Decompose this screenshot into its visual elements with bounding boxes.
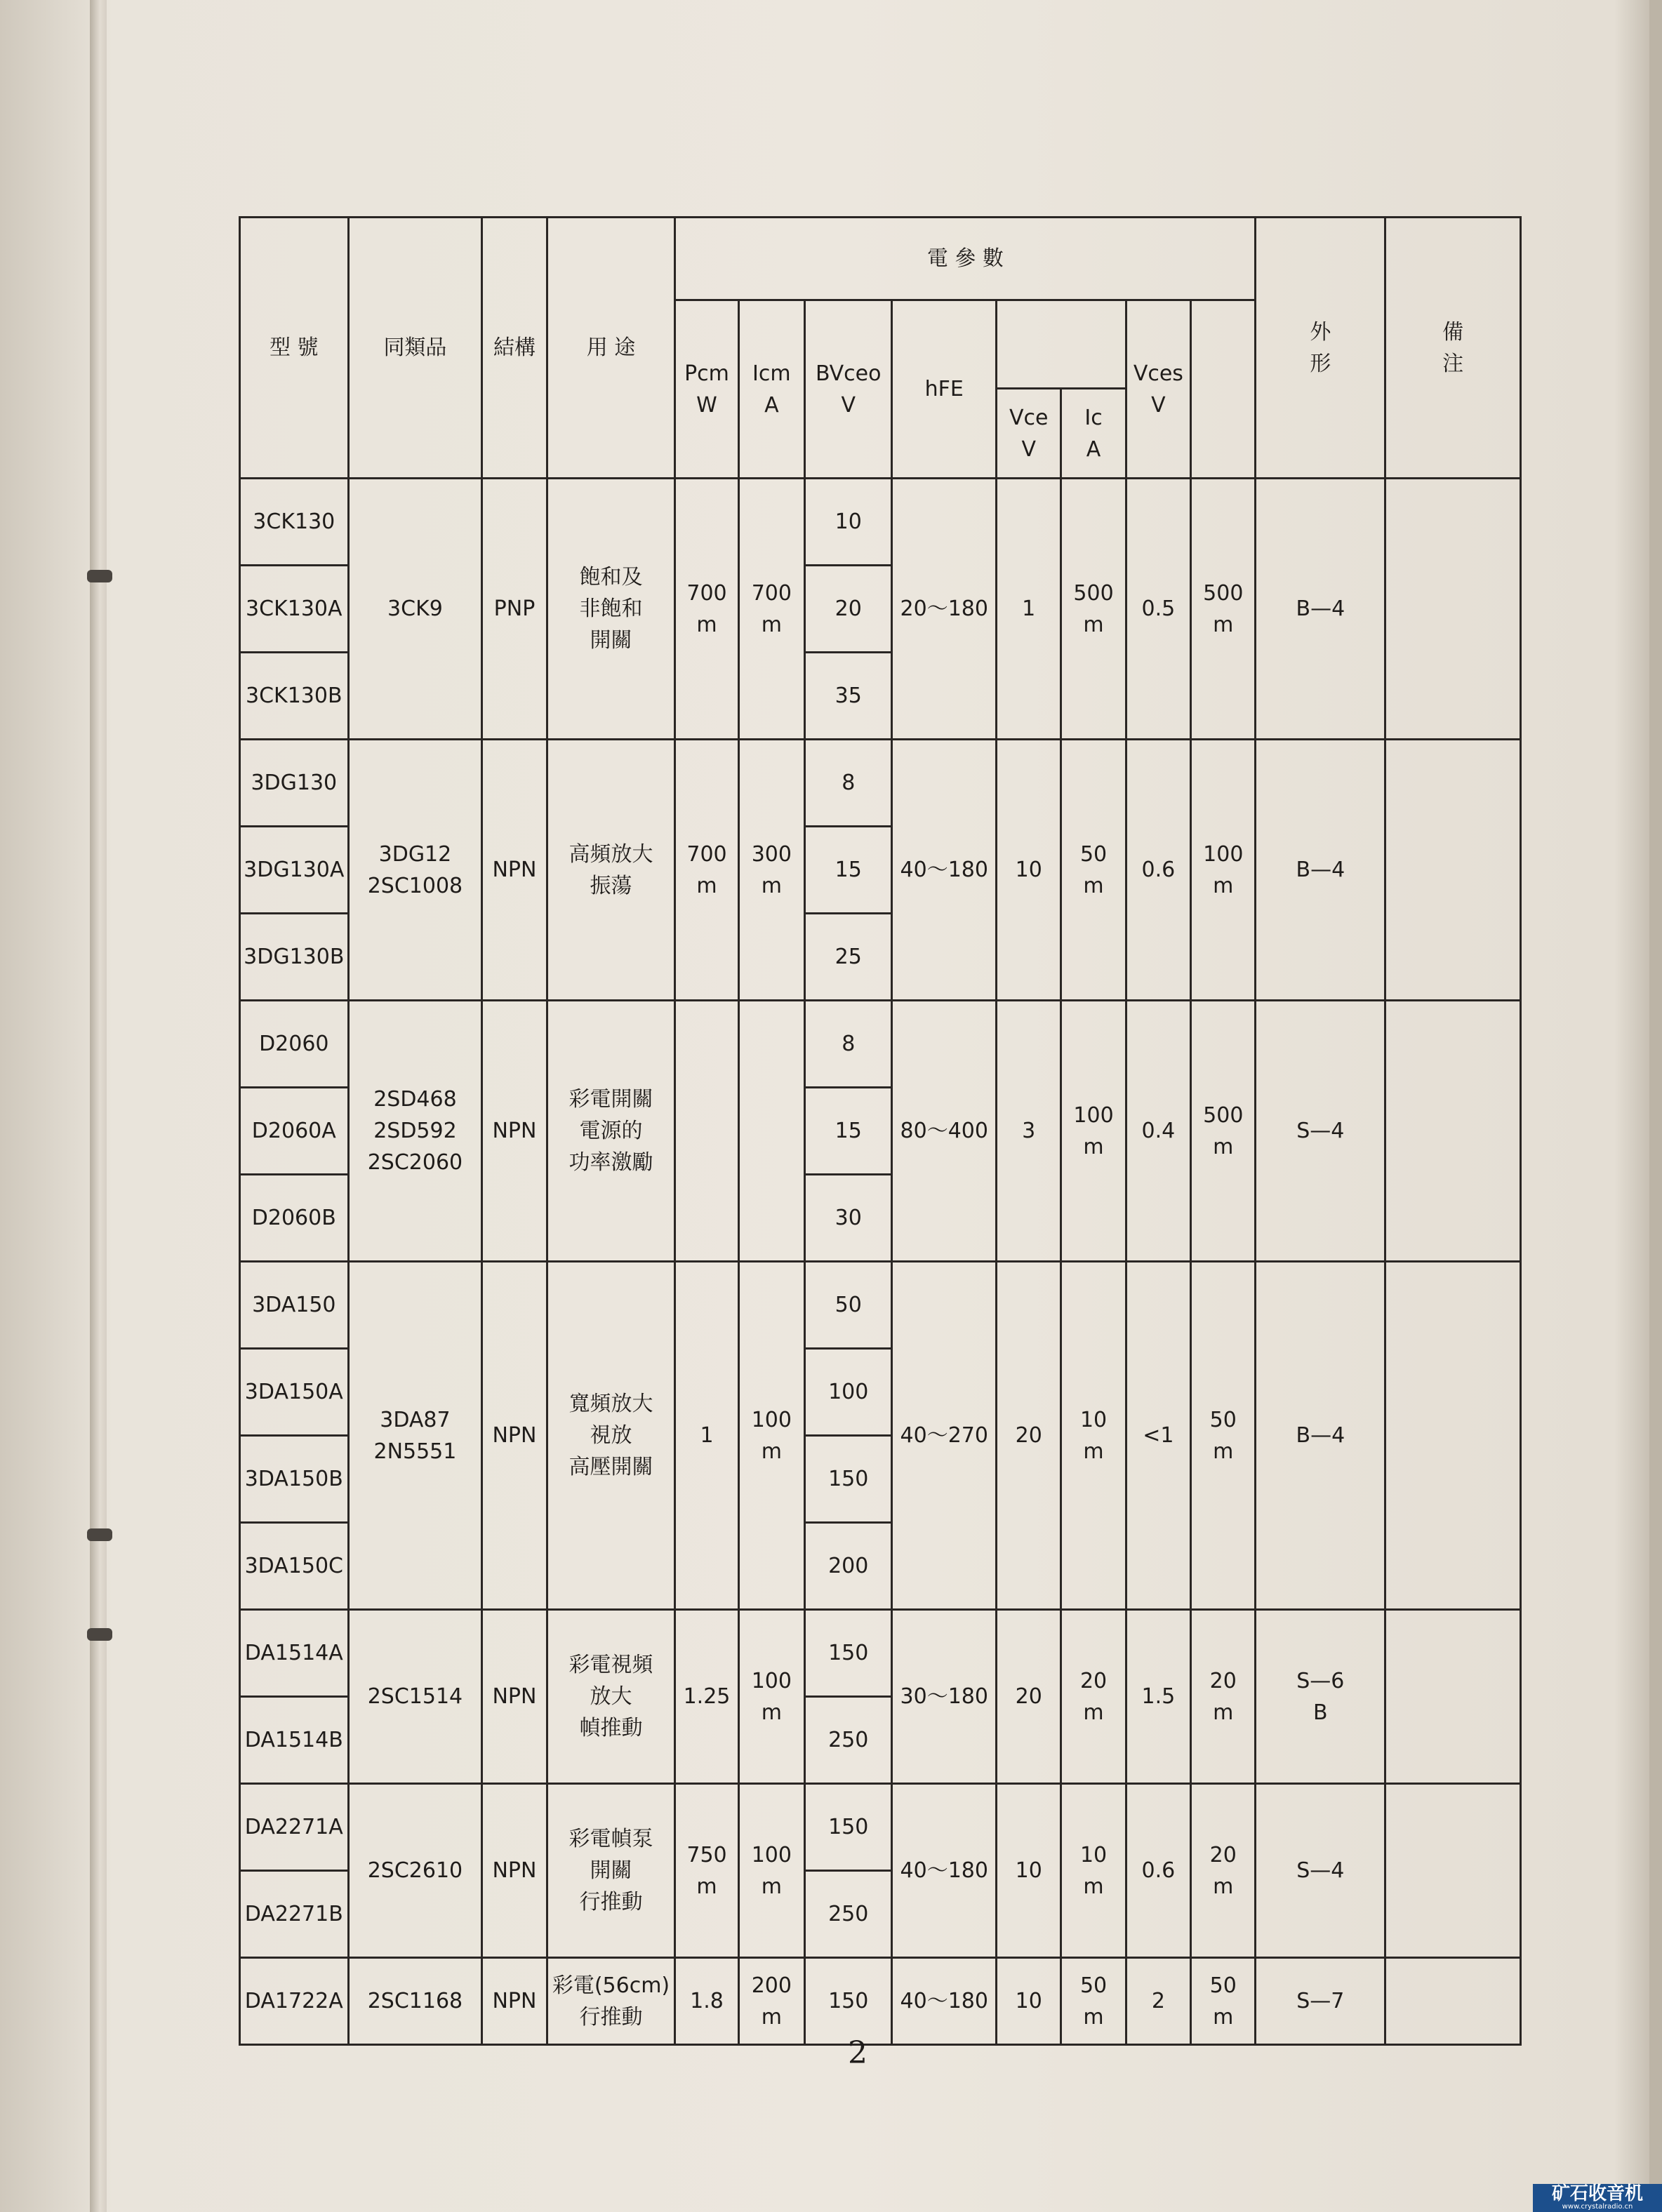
bvceo-cell: 200: [805, 1523, 892, 1610]
use-cell: [547, 1958, 675, 2045]
use-cell-line: 彩電(56cm): [552, 1973, 670, 1998]
use-cell: [547, 1262, 675, 1610]
bvceo-cell: 150: [805, 1436, 892, 1523]
bvceo-cell: 150: [805, 1784, 892, 1871]
shape-cell: [1256, 479, 1385, 740]
shape-cell-line: S—4: [1296, 1119, 1345, 1143]
vces-cell: 2: [1126, 1958, 1190, 2045]
staple: [87, 1628, 112, 1641]
ic2-cell: [1191, 1958, 1256, 2045]
ic2-cell-line: m: [1213, 1700, 1234, 1725]
use-cell-line: 開關: [590, 1858, 632, 1883]
ic2-cell-line: 50: [1209, 1973, 1237, 1998]
ic-cell-line: m: [1083, 873, 1104, 898]
bvceo-cell: 150: [805, 1958, 892, 2045]
icm-cell-line: m: [761, 612, 782, 637]
equivalent-cell-line: 2SC1514: [367, 1684, 463, 1709]
table-row: [240, 1610, 1521, 1697]
ic-cell-line: m: [1083, 1134, 1104, 1159]
vce-cell: 10: [997, 1784, 1061, 1958]
ic2-cell: [1191, 1001, 1256, 1262]
use-cell-line: 高頻放大: [569, 841, 653, 867]
ic-cell: [1061, 1958, 1126, 2045]
use-cell-line: 視放: [590, 1423, 632, 1448]
equivalent-cell-line: 2SC1008: [367, 873, 463, 898]
use-cell-line: 飽和及: [579, 565, 643, 589]
table-body: [240, 479, 1521, 2045]
bvceo-cell: 8: [805, 1001, 892, 1088]
ic-cell: [1061, 1262, 1126, 1610]
icm-cell-line: m: [761, 1874, 782, 1899]
structure-cell: NPN: [482, 1001, 547, 1262]
note-cell: [1385, 1610, 1521, 1784]
equivalent-cell: [348, 1610, 482, 1784]
use-cell-line: 振蕩: [590, 873, 632, 898]
ic2-cell-line: m: [1213, 1134, 1234, 1159]
bvceo-cell: 150: [805, 1610, 892, 1697]
col-header-pcm: Pcm W: [675, 300, 738, 479]
ic2-cell-line: m: [1213, 612, 1234, 637]
table-row: [240, 740, 1521, 827]
note-cell: [1385, 740, 1521, 1001]
structure-cell: NPN: [482, 1958, 547, 2045]
table-row: [240, 479, 1521, 566]
bvceo-cell: 250: [805, 1871, 892, 1958]
col-header-vces: Vces V: [1126, 300, 1190, 479]
icm-cell-line: 100: [751, 1668, 792, 1693]
use-cell-line: 寬頻放大: [569, 1392, 653, 1416]
page-edge: [1649, 0, 1662, 2212]
structure-cell: PNP: [482, 479, 547, 740]
ic-cell: [1061, 479, 1126, 740]
hfe-cell: 30～180: [892, 1610, 997, 1784]
shape-cell-line: B—4: [1296, 597, 1345, 621]
pcm-cell-line: 1.8: [690, 1989, 724, 2013]
col-header-shape: 外 形: [1256, 218, 1385, 479]
ic-cell: [1061, 1001, 1126, 1262]
ic2-cell-line: 20: [1209, 1842, 1237, 1867]
ic-cell-line: 10: [1079, 1407, 1108, 1432]
equivalent-cell-line: 2SD592: [373, 1119, 457, 1143]
icm-cell: [738, 1958, 804, 2045]
model-cell: DA2271A: [240, 1784, 349, 1871]
ic2-cell-line: m: [1213, 1874, 1234, 1899]
use-cell-line: 彩電開關: [569, 1087, 653, 1112]
pcm-cell-line: 700: [686, 841, 727, 867]
use-cell-line: 電源的: [579, 1119, 643, 1143]
transistor-spec-table: [239, 216, 1522, 2046]
ic-cell-line: 10: [1079, 1842, 1108, 1867]
bvceo-cell: 15: [805, 827, 892, 914]
vce-cell: 10: [997, 1958, 1061, 2045]
bvceo-cell: 25: [805, 914, 892, 1001]
note-cell: [1385, 1958, 1521, 2045]
hfe-cell: 40～180: [892, 740, 997, 1001]
ic2-cell-line: 50: [1209, 1407, 1237, 1432]
icm-cell: [738, 1610, 804, 1784]
pcm-cell-line: m: [696, 1874, 717, 1899]
use-cell: [547, 1001, 675, 1262]
vce-cell: 20: [997, 1610, 1061, 1784]
ic2-cell-line: m: [1213, 1439, 1234, 1464]
use-cell-line: 非飽和: [579, 597, 643, 621]
pcm-cell: [675, 1262, 738, 1610]
vce-cell: 20: [997, 1262, 1061, 1610]
structure-cell: NPN: [482, 1610, 547, 1784]
shape-cell-line: B—4: [1296, 858, 1345, 882]
note-cell: [1385, 1784, 1521, 1958]
staple: [87, 570, 112, 582]
ic-cell-line: m: [1083, 1439, 1104, 1464]
ic2-cell: [1191, 1262, 1256, 1610]
equivalent-cell: [348, 479, 482, 740]
hfe-cell: 80～400: [892, 1001, 997, 1262]
shape-cell: [1256, 1958, 1385, 2045]
col-header-vce: Vce V: [997, 389, 1061, 479]
icm-cell-line: m: [761, 1700, 782, 1725]
use-cell-line: 行推動: [579, 2004, 643, 2030]
model-cell: 3DA150: [240, 1262, 349, 1349]
note-cell: [1385, 1001, 1521, 1262]
pcm-cell-line: m: [696, 612, 717, 637]
model-cell: DA2271B: [240, 1871, 349, 1958]
ic-cell: [1061, 740, 1126, 1001]
equivalent-cell-line: 3DA87: [380, 1407, 451, 1432]
ic-cell-line: m: [1083, 1874, 1104, 1899]
vces-condition-header: [1191, 300, 1256, 479]
model-cell: 3CK130A: [240, 566, 349, 653]
site-watermark: 矿石收音机 www.crystalradio.cn: [1533, 2184, 1662, 2212]
model-cell: 3DG130: [240, 740, 349, 827]
equivalent-cell: [348, 1262, 482, 1610]
model-cell: 3DA150B: [240, 1436, 349, 1523]
shape-cell: [1256, 1784, 1385, 1958]
icm-cell-line: m: [761, 2004, 782, 2030]
ic2-cell-line: m: [1213, 873, 1234, 898]
equivalent-cell: [348, 1784, 482, 1958]
pcm-cell-line: 700: [686, 580, 727, 606]
ic2-cell-line: 100: [1203, 841, 1244, 867]
model-cell: 3CK130: [240, 479, 349, 566]
hfe-cell: 40～180: [892, 1784, 997, 1958]
vces-cell: 0.6: [1126, 1784, 1190, 1958]
bvceo-cell: 35: [805, 653, 892, 740]
ic-cell-line: 500: [1073, 580, 1114, 606]
bvceo-cell: 20: [805, 566, 892, 653]
pcm-cell: [675, 740, 738, 1001]
bvceo-cell: 10: [805, 479, 892, 566]
model-cell: 3DG130A: [240, 827, 349, 914]
equivalent-cell-line: 2N5551: [373, 1439, 457, 1464]
icm-cell-line: m: [761, 1439, 782, 1464]
hfe-condition-header: [997, 300, 1126, 389]
ic2-cell-line: 500: [1203, 580, 1244, 606]
shape-cell: [1256, 1001, 1385, 1262]
shape-cell: [1256, 1610, 1385, 1784]
equivalent-cell: [348, 1958, 482, 2045]
structure-cell: NPN: [482, 740, 547, 1001]
equivalent-cell-line: 2SC2060: [367, 1150, 463, 1175]
vce-cell: 3: [997, 1001, 1061, 1262]
model-cell: DA1514B: [240, 1697, 349, 1784]
shape-cell-line: B—4: [1296, 1423, 1345, 1448]
page-number: 2: [848, 2035, 867, 2071]
pcm-cell-line: 750: [686, 1842, 727, 1867]
equivalent-cell-line: 2SD468: [373, 1087, 457, 1112]
ic2-cell: [1191, 1610, 1256, 1784]
ic2-cell-line: 20: [1209, 1668, 1237, 1693]
bvceo-cell: 30: [805, 1175, 892, 1262]
structure-cell: NPN: [482, 1784, 547, 1958]
col-header-notes: 備 注: [1385, 218, 1521, 479]
note-cell: [1385, 479, 1521, 740]
pcm-cell-line: m: [696, 873, 717, 898]
shape-cell: [1256, 740, 1385, 1001]
model-cell: DA1722A: [240, 1958, 349, 2045]
icm-cell-line: m: [761, 873, 782, 898]
table-row: [240, 1958, 1521, 2045]
ic-cell-line: 50: [1079, 1973, 1108, 1998]
vces-cell: 0.5: [1126, 479, 1190, 740]
col-header-model: 型 號: [240, 218, 349, 479]
binding-fold: [90, 0, 107, 2212]
icm-cell-line: 100: [751, 1842, 792, 1867]
pcm-cell: [675, 479, 738, 740]
use-cell-line: 功率激勵: [569, 1150, 653, 1175]
shape-cell-line: S—6: [1296, 1668, 1345, 1693]
use-cell-line: 彩電幀泵: [569, 1827, 653, 1851]
icm-cell: [738, 1784, 804, 1958]
vce-cell: 10: [997, 740, 1061, 1001]
equivalent-cell-line: 2SC1168: [367, 1989, 463, 2013]
col-header-use: 用 途: [547, 218, 675, 479]
shape-cell: [1256, 1262, 1385, 1610]
equivalent-cell: [348, 740, 482, 1001]
use-cell-line: 開關: [590, 628, 632, 653]
bvceo-cell: 8: [805, 740, 892, 827]
ic-cell-line: 20: [1079, 1668, 1108, 1693]
model-cell: D2060A: [240, 1088, 349, 1175]
model-cell: D2060B: [240, 1175, 349, 1262]
model-cell: 3DA150A: [240, 1349, 349, 1436]
shape-cell-line: B: [1313, 1700, 1328, 1725]
table-row: [240, 1784, 1521, 1871]
ic-cell-line: 100: [1073, 1102, 1114, 1128]
vces-cell: 0.6: [1126, 740, 1190, 1001]
pcm-cell: [675, 1784, 738, 1958]
icm-cell-line: 100: [751, 1407, 792, 1432]
use-cell: [547, 1610, 675, 1784]
hfe-cell: 40～180: [892, 1958, 997, 2045]
vce-cell: 1: [997, 479, 1061, 740]
ic-cell-line: m: [1083, 1700, 1104, 1725]
col-header-electrical-params: 電 參 數: [675, 218, 1256, 300]
icm-cell: [738, 1001, 804, 1262]
equivalent-cell-line: 2SC2610: [367, 1858, 463, 1883]
ic2-cell-line: 500: [1203, 1102, 1244, 1128]
pcm-cell: [675, 1958, 738, 2045]
use-cell-line: 放大: [590, 1684, 632, 1709]
pcm-cell: [675, 1001, 738, 1262]
col-header-hfe: hFE: [892, 300, 997, 479]
model-cell: 3DG130B: [240, 914, 349, 1001]
ic-cell: [1061, 1610, 1126, 1784]
staple: [87, 1528, 112, 1541]
equivalent-cell-line: 3DG12: [378, 841, 452, 867]
ic-cell-line: 50: [1079, 841, 1108, 867]
ic-cell: [1061, 1784, 1126, 1958]
bvceo-cell: 250: [805, 1697, 892, 1784]
use-cell-line: 高壓開關: [569, 1455, 653, 1479]
ic2-cell-line: m: [1213, 2004, 1234, 2030]
shape-cell-line: S—4: [1296, 1858, 1345, 1883]
col-header-ic: Ic A: [1061, 389, 1126, 479]
table-row: [240, 1001, 1521, 1088]
model-cell: D2060: [240, 1001, 349, 1088]
ic-cell-line: m: [1083, 2004, 1104, 2030]
ic2-cell: [1191, 740, 1256, 1001]
pcm-cell: [675, 1610, 738, 1784]
use-cell-line: 行推動: [579, 1890, 643, 1914]
icm-cell: [738, 1262, 804, 1610]
model-cell: 3CK130B: [240, 653, 349, 740]
equivalent-cell: [348, 1001, 482, 1262]
hfe-cell: 20～180: [892, 479, 997, 740]
col-header-structure: 結構: [482, 218, 547, 479]
use-cell: [547, 1784, 675, 1958]
model-cell: DA1514A: [240, 1610, 349, 1697]
bvceo-cell: 50: [805, 1262, 892, 1349]
col-header-bvceo: BVceo V: [805, 300, 892, 479]
ic2-cell: [1191, 479, 1256, 740]
model-cell: 3DA150C: [240, 1523, 349, 1610]
vces-cell: 1.5: [1126, 1610, 1190, 1784]
icm-cell: [738, 479, 804, 740]
col-header-icm: Icm A: [738, 300, 804, 479]
icm-cell-line: 300: [751, 841, 792, 867]
use-cell: [547, 479, 675, 740]
pcm-cell-line: 1: [700, 1423, 714, 1448]
use-cell-line: 幀推動: [579, 1716, 643, 1740]
icm-cell-line: 200: [751, 1973, 792, 1998]
icm-cell: [738, 740, 804, 1001]
bvceo-cell: 15: [805, 1088, 892, 1175]
ic2-cell: [1191, 1784, 1256, 1958]
use-cell-line: 彩電視頻: [569, 1653, 653, 1677]
col-header-equivalent: 同類品: [348, 218, 482, 479]
equivalent-cell-line: 3CK9: [387, 597, 443, 621]
hfe-cell: 40～270: [892, 1262, 997, 1610]
shape-cell-line: S—7: [1296, 1989, 1345, 2013]
structure-cell: NPN: [482, 1262, 547, 1610]
vces-cell: <1: [1126, 1262, 1190, 1610]
pcm-cell-line: 1.25: [683, 1684, 731, 1709]
ic-cell-line: m: [1083, 612, 1104, 637]
bvceo-cell: 100: [805, 1349, 892, 1436]
table-row: [240, 1262, 1521, 1349]
note-cell: [1385, 1262, 1521, 1610]
icm-cell-line: 700: [751, 580, 792, 606]
use-cell: [547, 740, 675, 1001]
vces-cell: 0.4: [1126, 1001, 1190, 1262]
